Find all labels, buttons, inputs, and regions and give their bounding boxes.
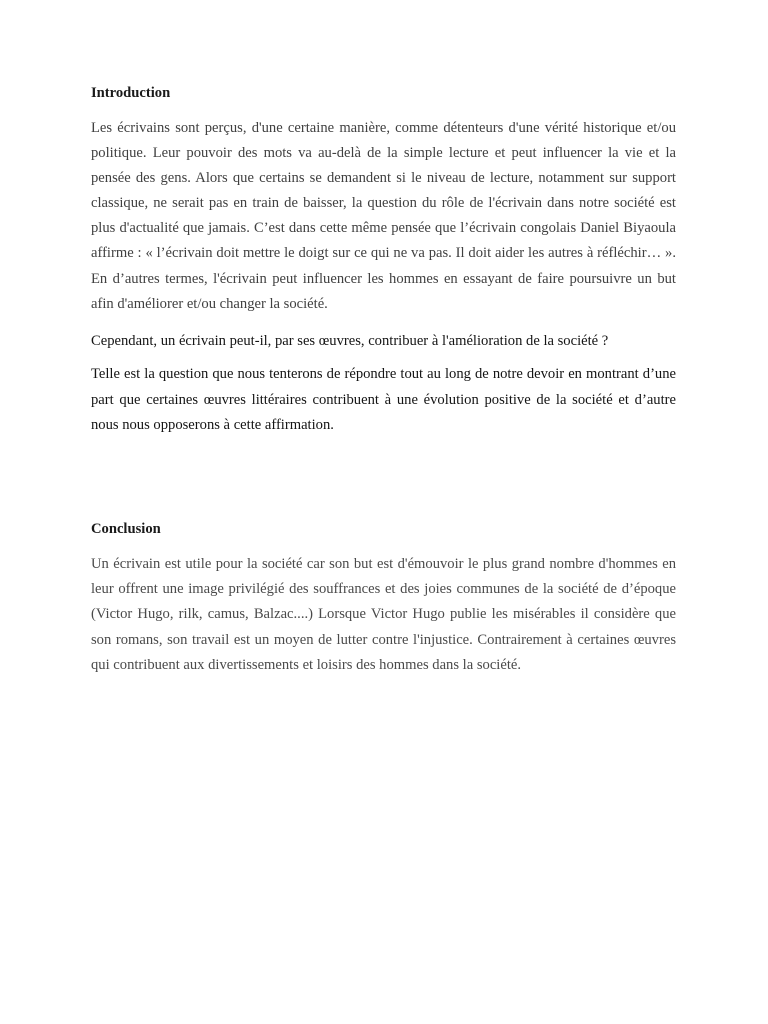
introduction-paragraph-2: Cependant, un écrivain peut-il, par ses œuvres, contribuer à l'amélioration de la société ? bbox=[91, 333, 609, 349]
conclusion-heading: Conclusion bbox=[91, 521, 161, 537]
introduction-heading: Introduction bbox=[91, 85, 171, 101]
conclusion-paragraph-1: Un écrivain est utile pour la société car son but est d'émouvoir le plus grand nombre d'hommes en leur offrent une image privilégié des souffrances et des joies communes de la société de d’époque (Victor Hugo, rilk, camus, Balzac....) Lorsque Victor Hugo publie les misérables il considère que son romans, son travail est un moyen de lutter contre l'injustice. Contrairement à certaines œuvres qui contribuent aux divertissements et loisirs des hommes dans la société. bbox=[91, 556, 676, 673]
introduction-paragraph-1: Les écrivains sont perçus, d'une certaine manière, comme détenteurs d'une vérité historique et/ou politique. Leur pouvoir des mots va au-delà de la simple lecture et peut influencer la vie et la pensée des gens. Alors que certains se demandent si le niveau de lecture, notamment sur support classique, ne serait pas en train de baisser, la question du rôle de l'écrivain dans notre société est plus d'actualité que jamais. C’est dans cette même pensée que l’écrivain congolais Daniel Biyaoula affirme : « l’écrivain doit mettre le doigt sur ce qui ne va pas. Il doit aider les autres à réfléchir… ». En d’autres termes, l'écrivain peut influencer les hommes en essayant de faire poursuivre un but afin d'améliorer et/ou changer la société. bbox=[91, 120, 676, 312]
introduction-paragraph-3: Telle est la question que nous tenterons de répondre tout au long de notre devoir en montrant d’une part que certaines œuvres littéraires contribuent à une évolution positive de la société et d’autre nous nous opposerons à cette affirmation. bbox=[91, 366, 676, 433]
